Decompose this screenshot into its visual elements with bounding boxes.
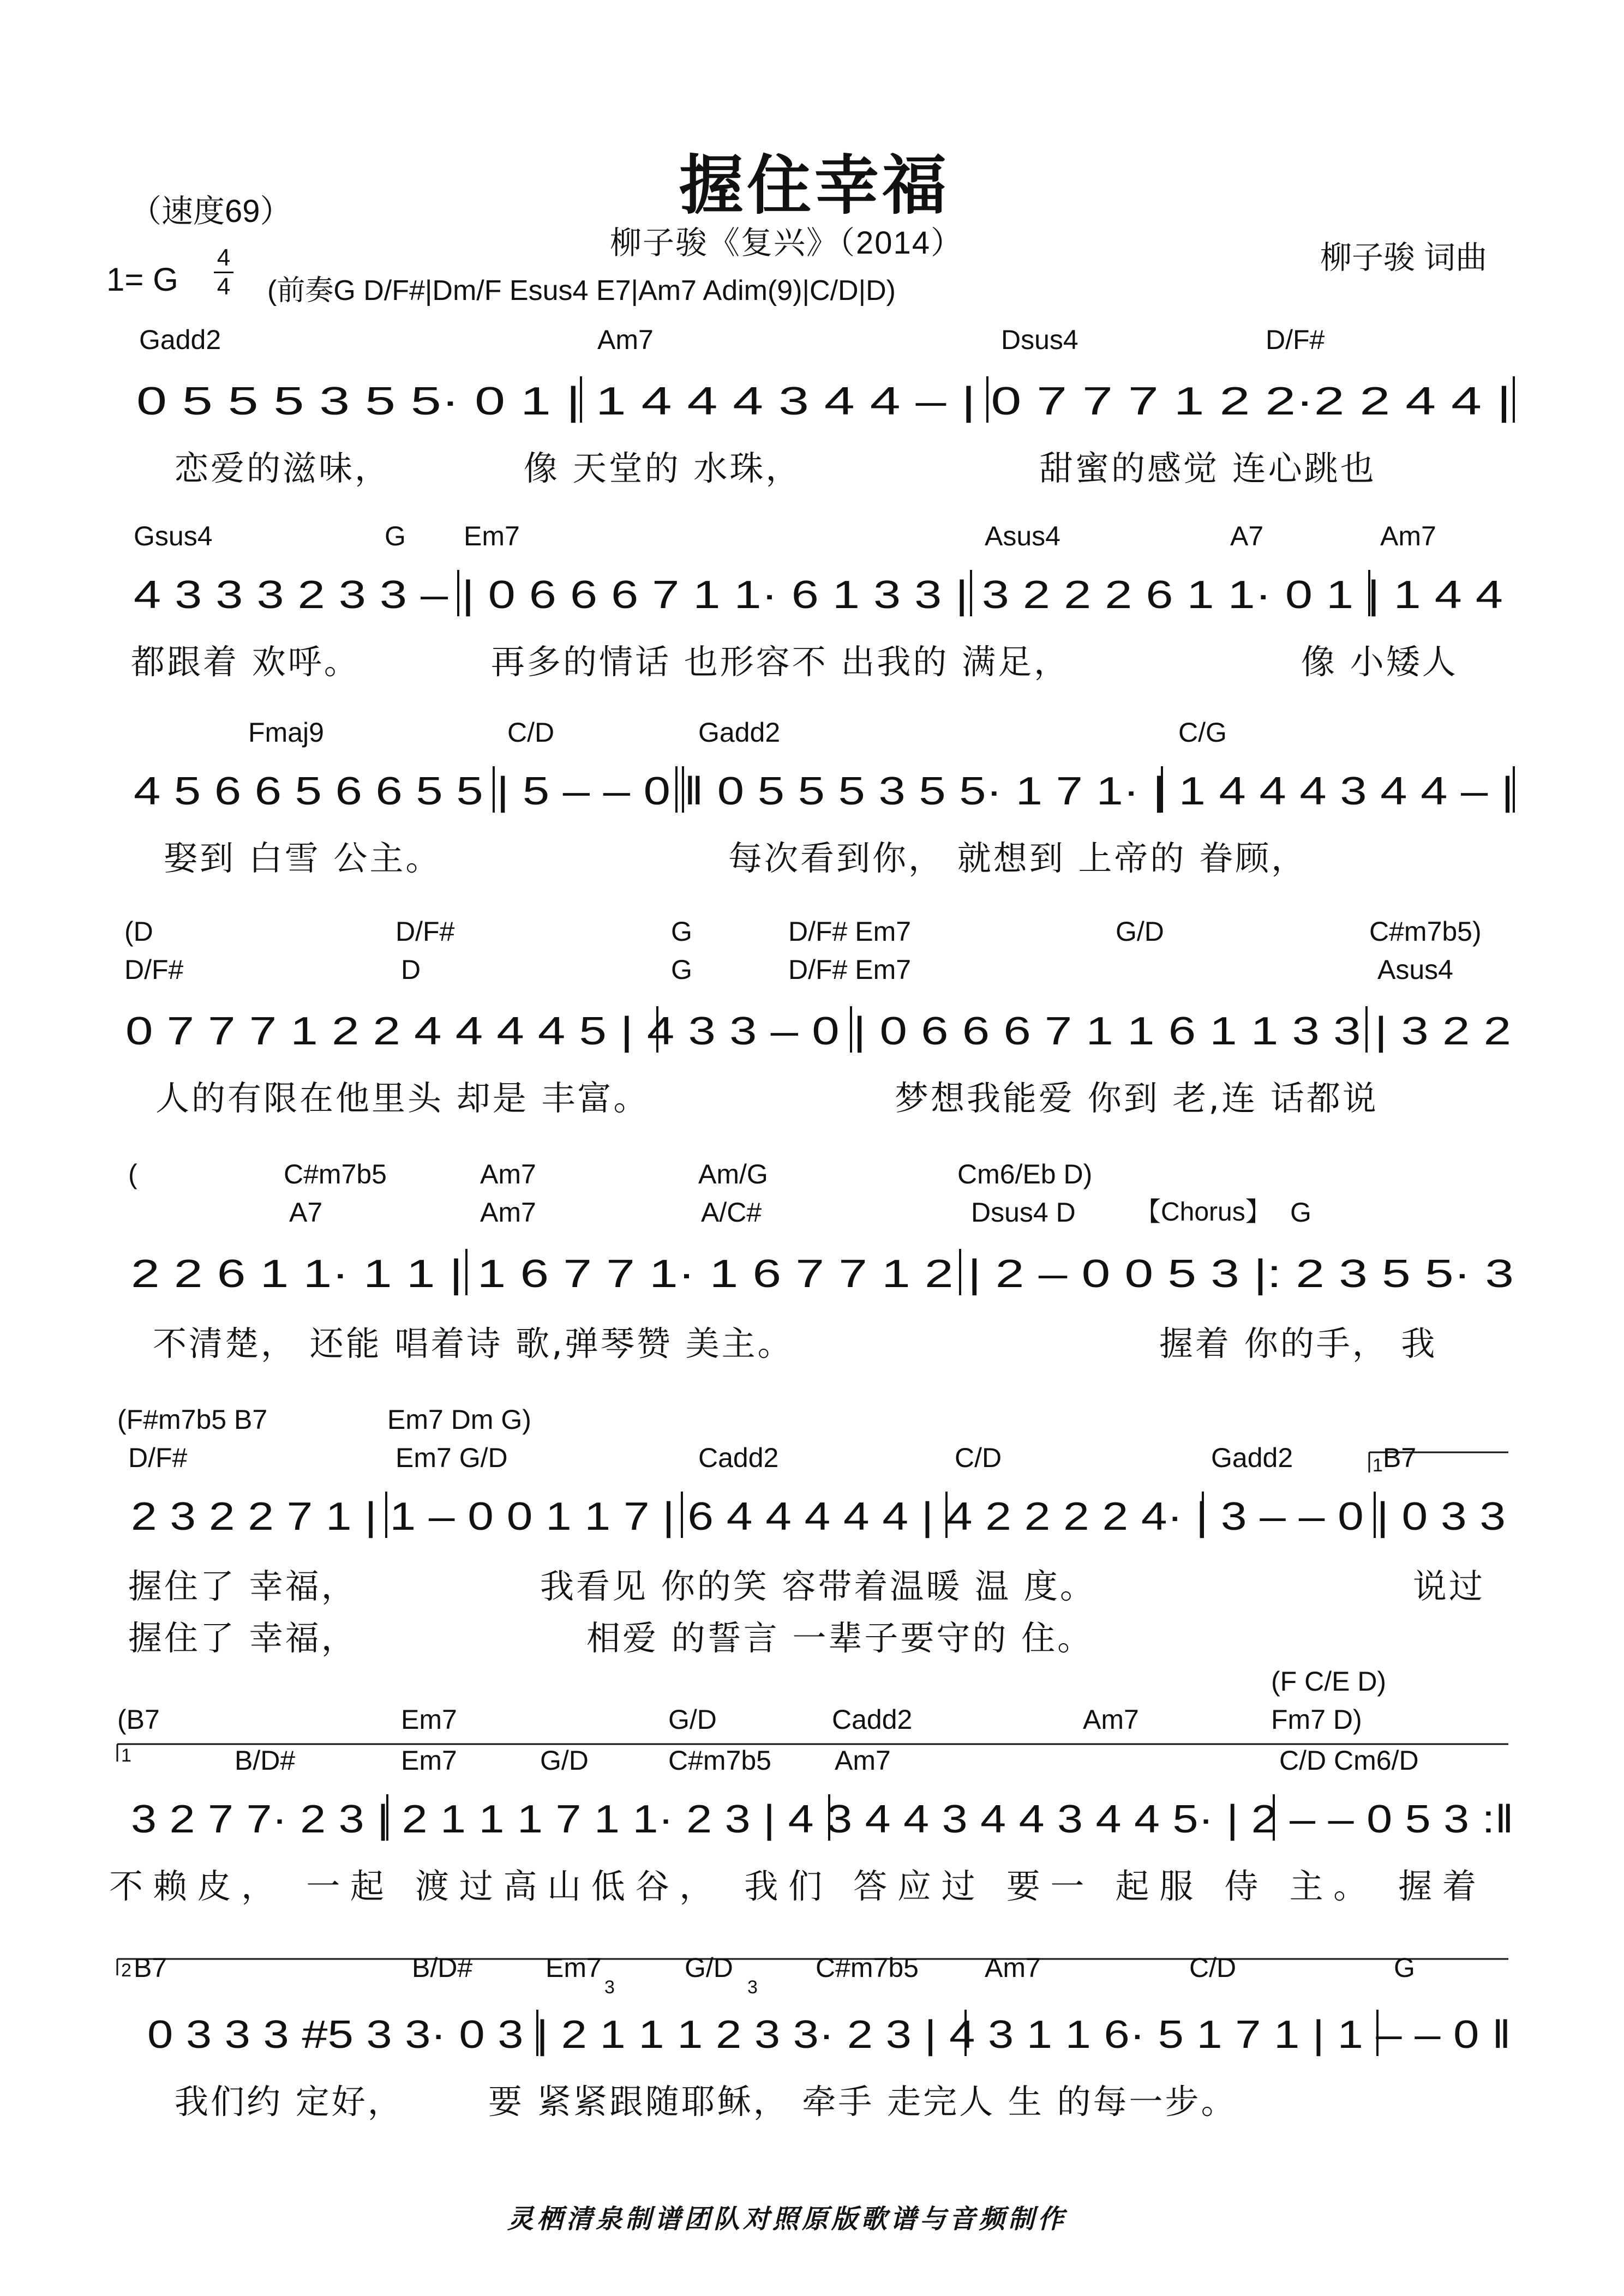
chord-label: C/D [955,1442,1002,1473]
system-8 [117,1952,1511,2121]
note-line: 0 3 3 3 #5 3 3· 0 3 | 2 1 1 1 2 3 3· 2 3 | 4 3 1 1 6· 5 1 7 1 | 1 – – 0 ‖ [147,2013,1511,2057]
footer-credit: 灵栖清泉制谱团队对照原版歌谱与音频制作 [507,2204,1068,2234]
chord-label: Fm7 D) [1271,1704,1362,1735]
lyric-line: 像 天堂的 水珠， [524,448,802,488]
chord-label: D/F# Em7 [788,916,912,947]
chord-label: D/F# [395,916,455,947]
chord-label: D/F# [1266,324,1325,355]
chord-label: C/D Cm6/D [1279,1745,1419,1776]
composer-credit: 柳子骏 词曲 [1320,240,1488,275]
key-signature: 1= G [106,261,178,298]
chord-label: G [671,954,692,985]
chord-label: Dsus4 D [971,1197,1076,1228]
chord-label: G/D [668,1704,717,1735]
lyric-line: 说过 [1413,1566,1485,1606]
chord-label: C#m7b5) [1369,916,1482,947]
chord-label: Am7 [1083,1704,1139,1735]
system-1 [136,324,1514,488]
lyric-line: 不赖皮， 一起 渡过高山低谷， 我们 答应过 要一 起服 侍 主。 握着 [109,1866,1478,1906]
chord-label: Cadd2 [698,1442,779,1473]
lyric-line: 人的有限在他里头 却是 丰富。 [155,1078,650,1118]
lyric-line: 恋爱的滋味， [175,448,391,488]
song-subtitle: 柳子骏《复兴》（2014） [610,225,964,261]
lyric-line: 像 小矮人 [1301,642,1458,682]
lyric-line: 握住了 幸福， [128,1566,357,1606]
intro-chords: (前奏G D/F#|Dm/F Esus4 E7|Am7 Adim(9)|C/D|D) [267,275,896,306]
chord-label: G/D [540,1745,589,1776]
chord-label: Em7 G/D [395,1442,508,1473]
chord-label: Em7 [464,521,520,551]
volta-number: 1 [121,1745,131,1766]
chord-label: Am7 [480,1159,536,1189]
chord-label: ( [128,1159,137,1189]
chord-label: B/D# [412,1952,473,1983]
chord-label: Cm6/Eb D) [957,1159,1093,1189]
chord-label: C#m7b5 [816,1952,919,1983]
lyric-line: 我看见 你的笑 容带着温暖 温 度。 [540,1566,1096,1606]
lyric-line: 握着 你的手， 我 [1159,1324,1437,1363]
tempo-marking: （速度69） [130,194,292,229]
chord-label: (F C/E D) [1271,1666,1387,1697]
chord-label: Am7 [597,324,654,355]
volta-number: 2 [121,1960,131,1981]
note-line: 2 2 6 1 1· 1 1 | 1 6 7 7 1· 1 6 7 7 1 2 | 2 – 0 0 5 3 |: 2 3 5 5· 3 [131,1252,1514,1296]
note-line: 0 7 7 7 1 2 2 4 4 4 4 5 | 4 3 3 – 0 | 0 6 6 6 7 1 1 6 1 1 3 3 | 3 2 2 [125,1009,1511,1053]
system-6 [117,1404,1508,1658]
time-signature-top: 4 [217,244,231,271]
system-2 [131,521,1503,682]
system-3 [134,717,1514,878]
chord-label: Asus4 [985,521,1060,551]
lyric-line: 甜蜜的感觉 连心跳也 [1039,448,1376,488]
note-line: 2 3 2 2 7 1 | 1 – 0 0 1 1 7 | 6 4 4 4 4 4 | 4 2 2 2 2 4· | 3 – – 0 | 0 3 3 [131,1495,1506,1538]
chord-label: C#m7b5 [668,1745,771,1776]
chord-label: A/C# [701,1197,762,1228]
chord-label: C#m7b5 [284,1159,387,1189]
chord-label: A7 [1230,521,1264,551]
chord-label: Dsus4 [1001,324,1078,355]
chord-label: B/D# [235,1745,296,1776]
chord-label: Asus4 [1377,954,1453,985]
chord-label: Am7 [985,1952,1041,1983]
chord-label: G/D [685,1952,733,1983]
chorus-tag: 【Chorus】 [1135,1198,1272,1227]
chord-label: D/F# [124,954,184,985]
chord-label: Em7 [401,1745,457,1776]
chord-label: Gadd2 [139,324,221,355]
lyric-line: 要 紧紧跟随耶稣， 牵手 走完人 生 的每一步。 [488,2082,1237,2121]
lyric-line: 都跟着 欢呼。 [131,642,360,682]
chord-label: G [1394,1952,1415,1983]
chord-label: Em7 Dm G) [387,1404,531,1435]
lyric-line: 相爱 的誓言 一辈子要守的 住。 [586,1618,1094,1658]
note-line: 4 5 6 6 5 6 6 5 5 | 5 – – 0 ‖ 0 5 5 5 3 5 5· 1 7 1· | 1 4 4 4 3 4 4 – | [134,770,1514,813]
note-line: 3 2 7 7· 2 3 | 2 1 1 1 7 1 1· 2 3 | 4 3 4 4 3 4 4 3 4 4 5· | 2 – – 0 5 3 :‖ [131,1798,1514,1841]
chord-label: C/D [1189,1952,1237,1983]
chord-label: Gadd2 [698,717,781,748]
note-line: 4 3 3 3 2 3 3 – | 0 6 6 6 7 1 1· 6 1 3 3 | 3 2 2 2 6 1 1· 0 1 | 1 4 4 [134,573,1503,617]
chord-label: G [671,916,692,947]
chord-label: (D [124,916,153,947]
chord-label: Gadd2 [1211,1442,1293,1473]
system-4 [124,916,1511,1118]
chord-label: C/G [1178,717,1227,748]
chord-label: Em7 [401,1704,457,1735]
song-title: 握住幸福 [679,148,950,223]
triplet-mark: 3 [604,1977,615,1998]
chord-label: Am/G [698,1159,768,1189]
chord-label: Am7 [1380,521,1436,551]
volta-number: 1 [1373,1455,1383,1476]
chord-label: D/F# [128,1442,188,1473]
lyric-line: 不清楚， 还能 唱着诗 歌,弹琴赞 美主。 [153,1324,794,1363]
time-signature-bottom: 4 [217,273,231,300]
lyric-line: 握住了 幸福， [128,1618,357,1658]
chord-label: Am7 [480,1197,536,1228]
lyric-line: 我们约 定好， [175,2082,404,2121]
lyric-line: 每次看到你， 就想到 上帝的 眷顾， [728,838,1308,878]
system-5 [128,1159,1514,1363]
chord-label: D [401,954,421,985]
chord-label: (F#m7b5 B7 [117,1404,268,1435]
triplet-mark: 3 [747,1977,758,1998]
lyric-line: 娶到 白雪 公主。 [164,838,442,878]
lyric-line: 梦想我能爱 你到 老,连 话都说 [895,1078,1379,1118]
system-7 [109,1666,1514,1906]
chord-label: Cadd2 [832,1704,913,1735]
chord-label: B7 [1383,1442,1417,1473]
chord-label: Fmaj9 [248,717,324,748]
lyric-line: 再多的情话 也形容不 出我的 满足， [491,642,1070,682]
note-line: 0 5 5 5 3 5 5· 0 1 | 1 4 4 4 3 4 4 – | 0 7 7 7 1 2 2·2 2 4 4 | [136,380,1511,423]
chord-label: (B7 [117,1704,160,1735]
chord-label: Gsus4 [134,521,213,551]
chord-label: G [1290,1197,1311,1228]
chord-label: B7 [134,1952,167,1983]
chord-label: G/D [1116,916,1164,947]
chord-label: C/D [507,717,555,748]
chord-label: Em7 [546,1952,602,1983]
chord-label: D/F# Em7 [788,954,912,985]
chord-label: Am7 [835,1745,891,1776]
chord-label: G [385,521,406,551]
chord-label: A7 [289,1197,323,1228]
